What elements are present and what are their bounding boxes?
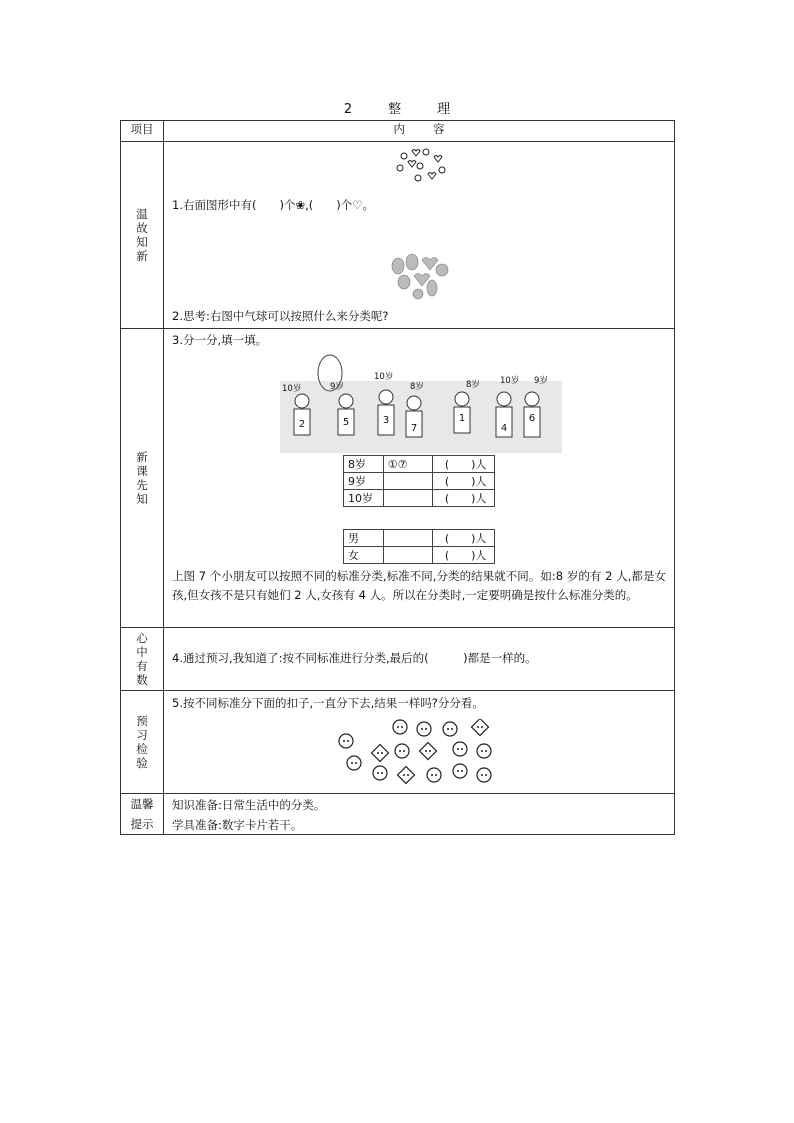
flower-heart-figure bbox=[390, 144, 450, 184]
label-new-lesson: 新课先知 bbox=[136, 450, 148, 506]
title-char-2: 理 bbox=[437, 102, 451, 117]
kid-age-5: 8岁 bbox=[466, 380, 480, 390]
children-figure bbox=[280, 353, 562, 453]
question-2: 2.思考:右图中气球可以按照什么来分类呢? bbox=[172, 309, 389, 323]
kid-num-5: 1 bbox=[458, 413, 466, 424]
kid-age-2: 9岁 bbox=[330, 382, 344, 392]
kid-age-4: 8岁 bbox=[410, 382, 424, 392]
label-tips-a: 温馨 bbox=[130, 797, 154, 811]
kid-num-2: 5 bbox=[342, 417, 350, 428]
section-review bbox=[121, 142, 675, 329]
age-row: 10岁 ( )人 bbox=[344, 490, 495, 507]
age-row: 8岁 ①⑦ ( )人 bbox=[344, 456, 495, 473]
label-check: 预习检验 bbox=[136, 714, 148, 770]
kid-num-4: 7 bbox=[410, 423, 418, 434]
label-tips-b: 提示 bbox=[130, 817, 154, 831]
title-number: 2 bbox=[343, 102, 353, 117]
kid-num-1: 2 bbox=[298, 419, 306, 430]
kid-age-1: 10岁 bbox=[282, 384, 302, 394]
kid-age-6: 10岁 bbox=[500, 376, 520, 386]
kid-num-7: 6 bbox=[528, 413, 536, 424]
lesson-table bbox=[120, 120, 675, 835]
section-new-lesson bbox=[121, 329, 675, 628]
question-1: 1.右面图形中有( )个❀,( )个♡。 bbox=[172, 198, 375, 212]
header-item: 项目 bbox=[121, 121, 164, 142]
kid-age-3: 10岁 bbox=[374, 372, 394, 382]
tip-tools: 学具准备:数字卡片若干。 bbox=[172, 818, 303, 832]
buttons-figure bbox=[336, 719, 502, 787]
page-title bbox=[0, 98, 794, 117]
label-review: 温故知新 bbox=[136, 207, 148, 263]
tip-knowledge: 知识准备:日常生活中的分类。 bbox=[172, 798, 326, 812]
title-char-1: 整 bbox=[388, 102, 402, 117]
kid-num-3: 3 bbox=[382, 415, 390, 426]
question-4: 4.通过预习,我知道了:按不同标准进行分类,最后的( )都是一样的。 bbox=[172, 651, 537, 665]
question-3: 3.分一分,填一填。 bbox=[172, 333, 268, 347]
age-row: 9岁 ( )人 bbox=[344, 473, 495, 490]
kid-num-6: 4 bbox=[500, 423, 508, 434]
label-heart: 心中有数 bbox=[136, 631, 148, 687]
question-5: 5.按不同标准分下面的扣子,一直分下去,结果一样吗?分分看。 bbox=[172, 696, 484, 710]
explanation-paragraph: 上图 7 个小朋友可以按照不同的标准分类,标准不同,分类的结果就不同。如:8 岁的有 2 人,都是女孩,但女孩不是只有她们 2 人,女孩有 4 人。所以在分类时,一定要明确是按什么标准分类的。 bbox=[172, 569, 666, 602]
age-table bbox=[343, 455, 495, 507]
balloons-figure bbox=[388, 252, 452, 302]
gender-table bbox=[343, 529, 495, 564]
header-row bbox=[121, 121, 675, 142]
header-content: 内 容 bbox=[164, 121, 675, 142]
section-heart bbox=[121, 628, 675, 691]
gender-row: 女 ( )人 bbox=[344, 547, 495, 564]
kid-age-7: 9岁 bbox=[534, 376, 548, 386]
section-check bbox=[121, 691, 675, 794]
section-tips bbox=[121, 794, 675, 835]
gender-row: 男 ( )人 bbox=[344, 530, 495, 547]
